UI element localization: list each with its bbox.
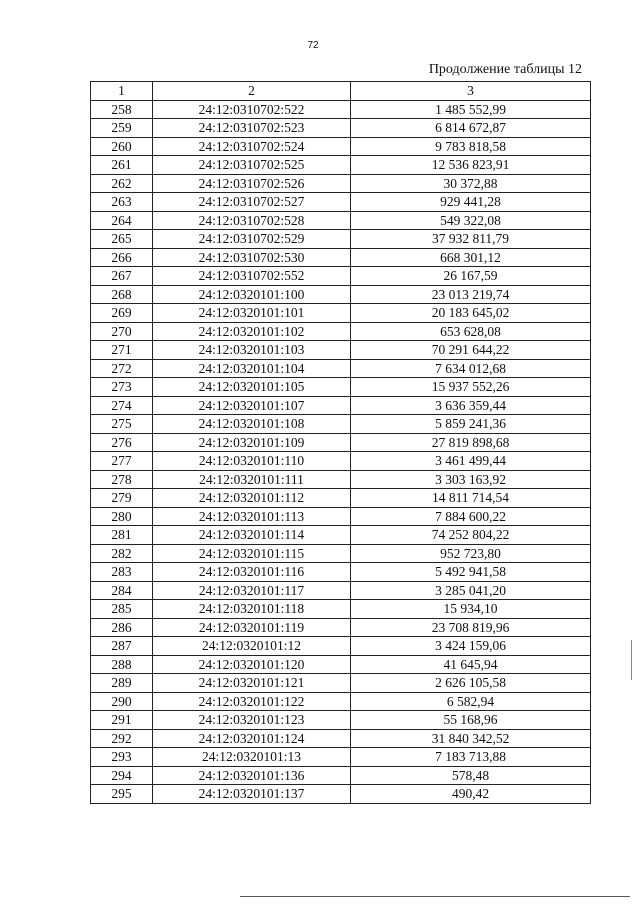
table-row <box>91 322 591 341</box>
row-number-cell: 269 <box>91 304 153 323</box>
cadastral-number-cell: 24:12:0310702:527 <box>153 193 351 212</box>
table-continuation-label: Продолжение таблицы 12 <box>428 62 582 77</box>
row-number-cell: 273 <box>91 378 153 397</box>
table-row <box>91 100 591 119</box>
table-row <box>91 526 591 545</box>
scan-artifact-line <box>240 896 630 897</box>
value-cell: 1 485 552,99 <box>351 100 591 119</box>
cadastral-number-cell: 24:12:0320101:101 <box>153 304 351 323</box>
value-cell: 5 492 941,58 <box>351 563 591 582</box>
table-row <box>91 211 591 230</box>
value-cell: 3 461 499,44 <box>351 452 591 471</box>
row-number-cell: 274 <box>91 396 153 415</box>
table-row <box>91 415 591 434</box>
row-number-cell: 267 <box>91 267 153 286</box>
value-cell: 2 626 105,58 <box>351 674 591 693</box>
cadastral-number-cell: 24:12:0310702:552 <box>153 267 351 286</box>
row-number-cell: 268 <box>91 285 153 304</box>
cadastral-number-cell: 24:12:0320101:113 <box>153 507 351 526</box>
page-number: 72 <box>307 40 319 51</box>
row-number-cell: 281 <box>91 526 153 545</box>
cadastral-number-cell: 24:12:0320101:137 <box>153 785 351 804</box>
row-number-cell: 294 <box>91 766 153 785</box>
row-number-cell: 264 <box>91 211 153 230</box>
table-row <box>91 507 591 526</box>
cadastral-number-cell: 24:12:0320101:104 <box>153 359 351 378</box>
row-number-cell: 289 <box>91 674 153 693</box>
cadastral-number-cell: 24:12:0310702:522 <box>153 100 351 119</box>
row-number-cell: 259 <box>91 119 153 138</box>
row-number-cell: 290 <box>91 692 153 711</box>
row-number-cell: 292 <box>91 729 153 748</box>
value-cell: 20 183 645,02 <box>351 304 591 323</box>
row-number-cell: 282 <box>91 544 153 563</box>
table-row <box>91 378 591 397</box>
row-number-cell: 278 <box>91 470 153 489</box>
row-number-cell: 284 <box>91 581 153 600</box>
row-number-cell: 272 <box>91 359 153 378</box>
row-number-cell: 261 <box>91 156 153 175</box>
cadastral-number-cell: 24:12:0320101:121 <box>153 674 351 693</box>
table-body <box>91 100 591 803</box>
table-row <box>91 692 591 711</box>
table-row <box>91 618 591 637</box>
value-cell: 12 536 823,91 <box>351 156 591 175</box>
row-number-cell: 283 <box>91 563 153 582</box>
cadastral-number-cell: 24:12:0320101:119 <box>153 618 351 637</box>
value-cell: 549 322,08 <box>351 211 591 230</box>
row-number-cell: 286 <box>91 618 153 637</box>
cadastral-number-cell: 24:12:0320101:115 <box>153 544 351 563</box>
cadastral-number-cell: 24:12:0310702:529 <box>153 230 351 249</box>
row-number-cell: 260 <box>91 137 153 156</box>
cadastral-number-cell: 24:12:0310702:526 <box>153 174 351 193</box>
value-cell: 3 285 041,20 <box>351 581 591 600</box>
value-cell: 70 291 644,22 <box>351 341 591 360</box>
table-row <box>91 341 591 360</box>
value-cell: 14 811 714,54 <box>351 489 591 508</box>
table-row <box>91 452 591 471</box>
cadastral-number-cell: 24:12:0320101:108 <box>153 415 351 434</box>
value-cell: 9 783 818,58 <box>351 137 591 156</box>
column-header-value: 3 <box>351 82 591 101</box>
table-row <box>91 248 591 267</box>
row-number-cell: 275 <box>91 415 153 434</box>
table-row <box>91 729 591 748</box>
table-row <box>91 766 591 785</box>
value-cell: 74 252 804,22 <box>351 526 591 545</box>
cadastral-number-cell: 24:12:0320101:120 <box>153 655 351 674</box>
value-cell: 653 628,08 <box>351 322 591 341</box>
value-cell: 6 814 672,87 <box>351 119 591 138</box>
value-cell: 23 013 219,74 <box>351 285 591 304</box>
row-number-cell: 258 <box>91 100 153 119</box>
value-cell: 15 937 552,26 <box>351 378 591 397</box>
table-row <box>91 156 591 175</box>
table-row <box>91 581 591 600</box>
row-number-cell: 262 <box>91 174 153 193</box>
table-row <box>91 655 591 674</box>
scan-artifact-mark <box>631 640 632 680</box>
cadastral-number-cell: 24:12:0320101:12 <box>153 637 351 656</box>
row-number-cell: 295 <box>91 785 153 804</box>
value-cell: 578,48 <box>351 766 591 785</box>
cadastral-number-cell: 24:12:0310702:530 <box>153 248 351 267</box>
cadastral-number-cell: 24:12:0320101:105 <box>153 378 351 397</box>
column-header-number: 1 <box>91 82 153 101</box>
value-cell: 5 859 241,36 <box>351 415 591 434</box>
table-row <box>91 563 591 582</box>
table-row <box>91 600 591 619</box>
table-row <box>91 174 591 193</box>
table-row <box>91 711 591 730</box>
table-row <box>91 470 591 489</box>
table-row <box>91 267 591 286</box>
cadastral-number-cell: 24:12:0320101:122 <box>153 692 351 711</box>
table-row <box>91 119 591 138</box>
cadastral-number-cell: 24:12:0320101:136 <box>153 766 351 785</box>
value-cell: 15 934,10 <box>351 600 591 619</box>
value-cell: 7 183 713,88 <box>351 748 591 767</box>
cadastral-number-cell: 24:12:0310702:528 <box>153 211 351 230</box>
cadastral-number-cell: 24:12:0320101:110 <box>153 452 351 471</box>
value-cell: 6 582,94 <box>351 692 591 711</box>
table-row <box>91 489 591 508</box>
cadastral-number-cell: 24:12:0310702:525 <box>153 156 351 175</box>
value-cell: 7 884 600,22 <box>351 507 591 526</box>
table-row <box>91 674 591 693</box>
value-cell: 952 723,80 <box>351 544 591 563</box>
value-cell: 7 634 012,68 <box>351 359 591 378</box>
value-cell: 3 636 359,44 <box>351 396 591 415</box>
table-row <box>91 359 591 378</box>
row-number-cell: 276 <box>91 433 153 452</box>
value-cell: 3 303 163,92 <box>351 470 591 489</box>
table-row <box>91 396 591 415</box>
row-number-cell: 288 <box>91 655 153 674</box>
table-row <box>91 748 591 767</box>
cadastral-number-cell: 24:12:0320101:114 <box>153 526 351 545</box>
cadastral-number-cell: 24:12:0310702:523 <box>153 119 351 138</box>
table-row <box>91 544 591 563</box>
value-cell: 37 932 811,79 <box>351 230 591 249</box>
cadastral-number-cell: 24:12:0320101:117 <box>153 581 351 600</box>
cadastral-number-cell: 24:12:0320101:102 <box>153 322 351 341</box>
table-row <box>91 304 591 323</box>
row-number-cell: 279 <box>91 489 153 508</box>
row-number-cell: 266 <box>91 248 153 267</box>
cadastral-number-cell: 24:12:0320101:100 <box>153 285 351 304</box>
row-number-cell: 293 <box>91 748 153 767</box>
value-cell: 27 819 898,68 <box>351 433 591 452</box>
row-number-cell: 263 <box>91 193 153 212</box>
cadastral-number-cell: 24:12:0320101:118 <box>153 600 351 619</box>
row-number-cell: 285 <box>91 600 153 619</box>
value-cell: 929 441,28 <box>351 193 591 212</box>
row-number-cell: 271 <box>91 341 153 360</box>
value-cell: 55 168,96 <box>351 711 591 730</box>
row-number-cell: 287 <box>91 637 153 656</box>
cadastral-number-cell: 24:12:0320101:116 <box>153 563 351 582</box>
table-row <box>91 137 591 156</box>
cadastral-number-cell: 24:12:0310702:524 <box>153 137 351 156</box>
table-row <box>91 230 591 249</box>
value-cell: 31 840 342,52 <box>351 729 591 748</box>
cadastral-number-cell: 24:12:0320101:13 <box>153 748 351 767</box>
value-cell: 41 645,94 <box>351 655 591 674</box>
row-number-cell: 277 <box>91 452 153 471</box>
table-row <box>91 285 591 304</box>
table-header-row <box>91 82 591 101</box>
value-cell: 26 167,59 <box>351 267 591 286</box>
cadastral-value-table <box>90 81 591 804</box>
row-number-cell: 270 <box>91 322 153 341</box>
value-cell: 490,42 <box>351 785 591 804</box>
value-cell: 3 424 159,06 <box>351 637 591 656</box>
table-row <box>91 433 591 452</box>
cadastral-number-cell: 24:12:0320101:123 <box>153 711 351 730</box>
value-cell: 30 372,88 <box>351 174 591 193</box>
row-number-cell: 280 <box>91 507 153 526</box>
cadastral-number-cell: 24:12:0320101:111 <box>153 470 351 489</box>
cadastral-number-cell: 24:12:0320101:103 <box>153 341 351 360</box>
value-cell: 668 301,12 <box>351 248 591 267</box>
value-cell: 23 708 819,96 <box>351 618 591 637</box>
cadastral-number-cell: 24:12:0320101:124 <box>153 729 351 748</box>
cadastral-number-cell: 24:12:0320101:112 <box>153 489 351 508</box>
table-row <box>91 785 591 804</box>
table-row <box>91 193 591 212</box>
cadastral-number-cell: 24:12:0320101:109 <box>153 433 351 452</box>
row-number-cell: 265 <box>91 230 153 249</box>
row-number-cell: 291 <box>91 711 153 730</box>
table-row <box>91 637 591 656</box>
column-header-cadastral-number: 2 <box>153 82 351 101</box>
cadastral-number-cell: 24:12:0320101:107 <box>153 396 351 415</box>
